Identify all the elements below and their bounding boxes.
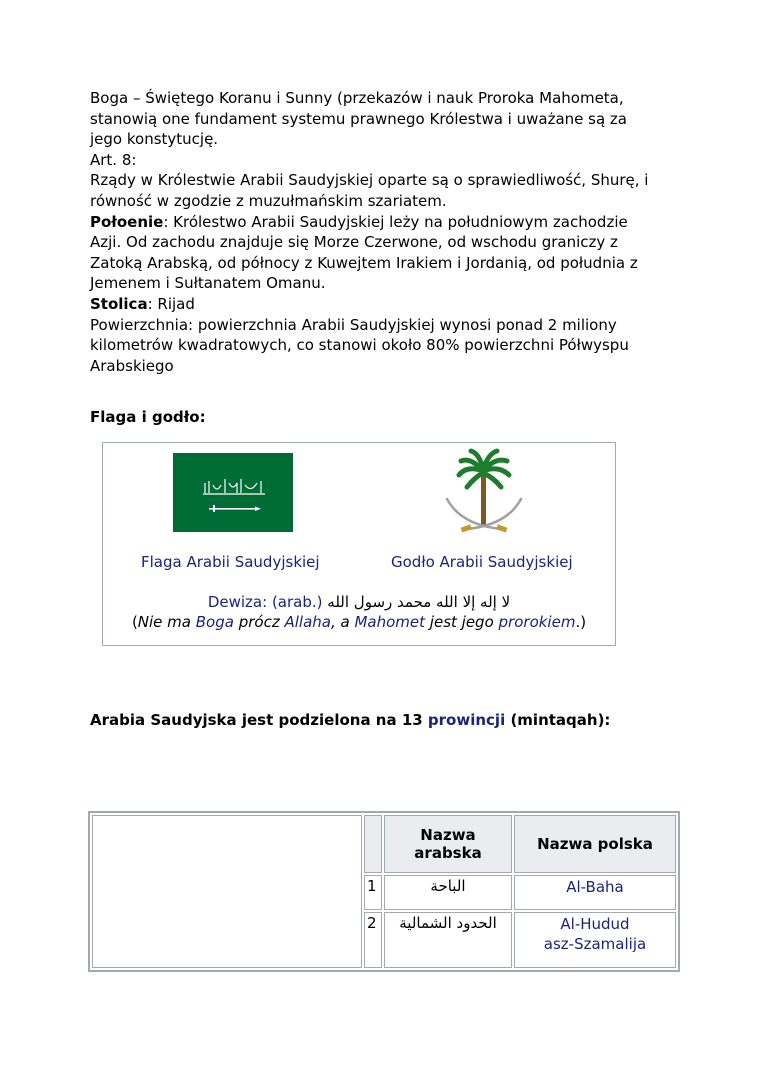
arabic-language-link[interactable]: (arab.) xyxy=(271,593,323,611)
arabic-header-line: Nazwa xyxy=(420,826,476,844)
area-text: kilometrów kwadratowych, co stanowi około 80% powierzchni Półwyspu xyxy=(90,336,629,355)
arabic-name-cell: الحدود الشمالية xyxy=(384,912,512,968)
polish-name-link[interactable] xyxy=(514,912,676,968)
polish-name-text: Al-Baha xyxy=(566,878,624,896)
motto-label-link[interactable]: Dewiza: xyxy=(207,593,268,611)
allah-link[interactable]: Allaha xyxy=(284,613,331,631)
translation-paren-open: ( xyxy=(131,613,138,631)
motto-arabic-text: لا إله إلا الله محمد رسول الله xyxy=(327,593,511,611)
article-text: równość w zgodzie z muzułmańskim szariatem. xyxy=(90,191,447,210)
prophet-link[interactable]: prorokiem xyxy=(498,613,576,631)
provinces-heading-text: Arabia Saudyjska jest podzielona na 13 xyxy=(90,711,428,729)
location-text: Jemenem i Sułtanatem Omanu. xyxy=(90,274,326,293)
saudi-flag-image[interactable] xyxy=(173,453,293,532)
provinces-heading xyxy=(90,710,710,730)
motto-line xyxy=(103,593,615,611)
translation-text: jest jego xyxy=(425,613,499,631)
intro-line: jego konstytucję. xyxy=(90,130,219,149)
intro-line: Boga – Świętego Koranu i Sunny (przekazów i nauk Proroka Mahometa, xyxy=(90,89,624,107)
translation-text: , a xyxy=(330,613,355,631)
intro-paragraph xyxy=(90,88,680,376)
arabic-header-line: arabska xyxy=(414,844,482,862)
intro-line: stanowią one fundament systemu prawnego Królestwa i uważane są za xyxy=(90,109,627,128)
flag-caption-link[interactable]: Flaga Arabii Saudyjskiej xyxy=(141,553,320,571)
document-body xyxy=(90,88,680,427)
number-header-cell xyxy=(364,815,382,873)
provinces-heading-text: (mintaqah): xyxy=(505,711,611,729)
emblem-caption-link[interactable]: Godło Arabii Saudyjskiej xyxy=(391,553,573,571)
area-text: Arabskiego xyxy=(90,356,174,375)
article-text: Rządy w Królestwie Arabii Saudyjskiej oparte są o sprawiedliwość, Shurę, i xyxy=(90,171,649,190)
area-text: Powierzchnia: powierzchnia Arabii Saudyjskiej wynosi ponad 2 miliony xyxy=(90,315,617,334)
location-label: Połoenie xyxy=(90,212,164,231)
god-link[interactable]: Boga xyxy=(195,613,234,631)
article-label: Art. 8: xyxy=(90,150,137,169)
provinces-table xyxy=(88,811,680,972)
polish-name-link[interactable] xyxy=(514,875,676,910)
arabic-name-header xyxy=(384,815,512,873)
capital-value: : Rijad xyxy=(147,294,195,313)
row-number: 1 xyxy=(364,875,382,910)
table-header-row xyxy=(92,815,676,873)
provinces-link[interactable]: prowincji xyxy=(427,711,506,729)
location-text: : Królestwo Arabii Saudyjskiej leży na południowym zachodzie xyxy=(163,212,628,231)
map-placeholder-cell xyxy=(92,815,362,968)
row-number: 2 xyxy=(364,912,382,968)
translation-paren-close: .) xyxy=(575,613,587,631)
motto-translation xyxy=(103,613,615,631)
flag-emblem-infobox xyxy=(102,442,616,646)
polish-name-text: Al-Hudud xyxy=(560,915,630,933)
arabic-name-cell: الباحة xyxy=(384,875,512,910)
flag-section-heading: Flaga i godło: xyxy=(90,408,206,427)
capital-label: Stolica xyxy=(90,294,148,313)
translation-text: prócz xyxy=(233,613,285,631)
polish-name-text: asz-Szamalija xyxy=(543,935,647,953)
palm-swords-emblem-icon[interactable] xyxy=(441,447,527,543)
mahomet-link[interactable]: Mahomet xyxy=(354,613,426,631)
location-text: Zatoką Arabską, od północy z Kuwejtem Irakiem i Jordanią, od południa z xyxy=(90,253,638,272)
polish-name-header: Nazwa polska xyxy=(514,815,676,873)
location-text: Azji. Od zachodu znajduje się Morze Czerwone, od wschodu graniczy z xyxy=(90,233,618,252)
translation-text: Nie ma xyxy=(137,613,196,631)
flag-icon xyxy=(173,453,293,532)
